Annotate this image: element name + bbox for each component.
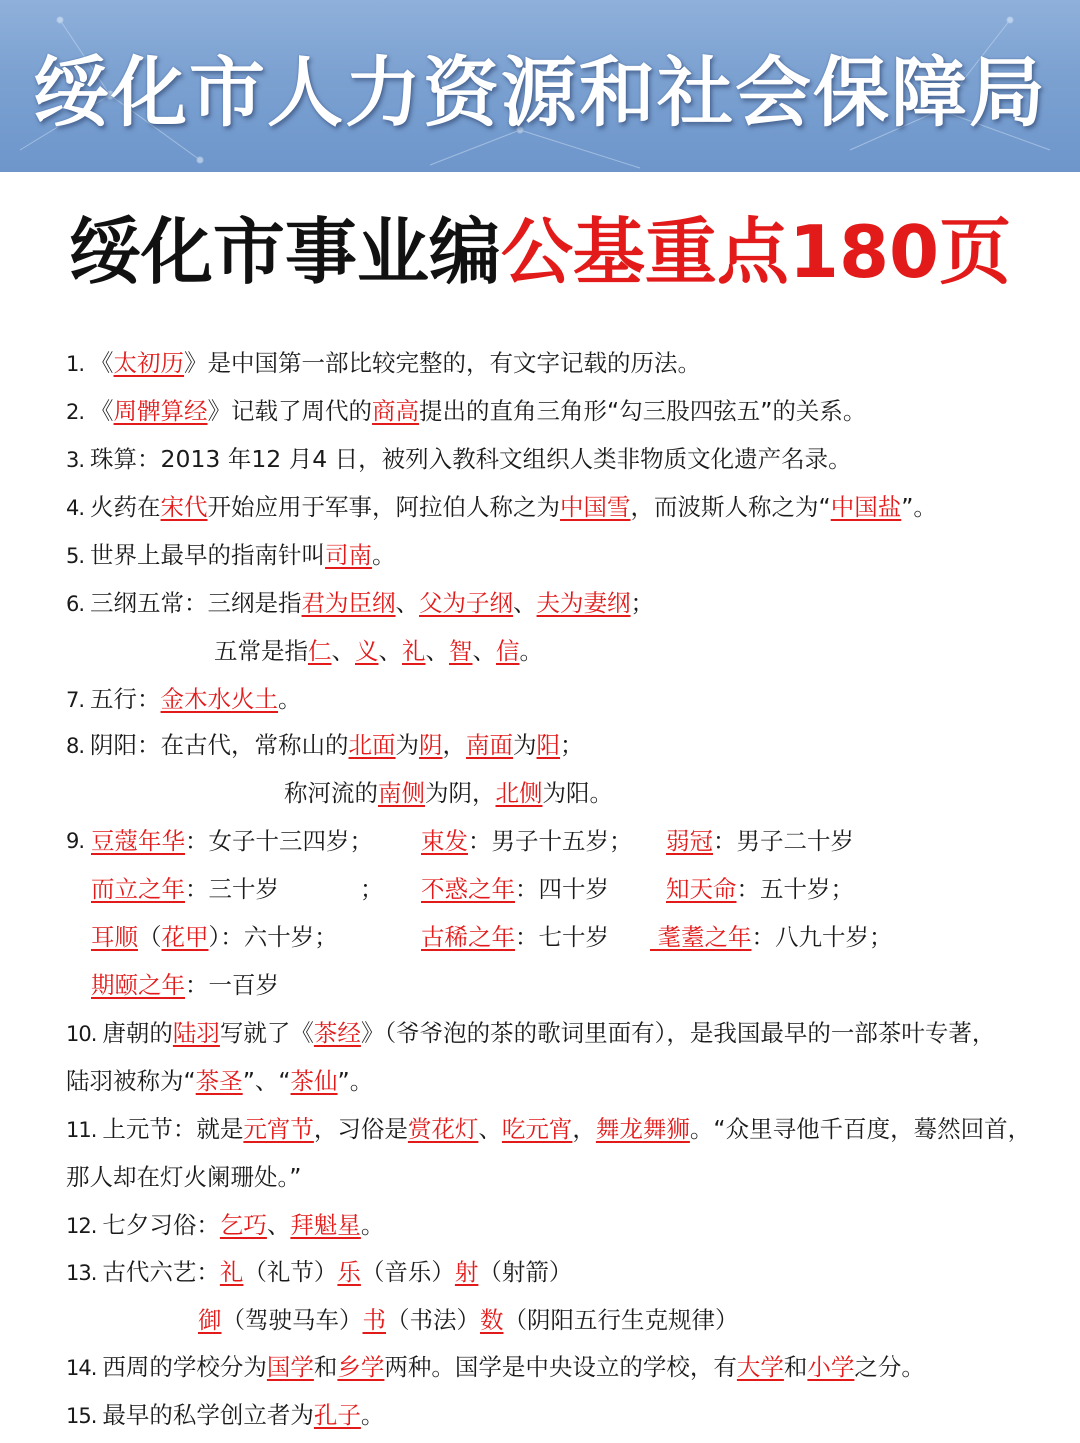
text-fragment: ：男子十五岁； bbox=[468, 827, 633, 855]
text-fragment: 》（爷爷泡的茶的歌词里面有），是我国最早的一部茶叶专著， bbox=[360, 1019, 996, 1047]
keyword: 束发 bbox=[421, 827, 468, 855]
banner-title: 绥化市人力资源和社会保障局 bbox=[33, 48, 1047, 137]
text-fragment: ：七十岁 bbox=[515, 923, 609, 951]
text-fragment: 提出的直角三角形“勾三股四弦五”的关系。 bbox=[419, 397, 867, 425]
keyword: 耄耋之年 bbox=[650, 923, 752, 951]
list-item-10-line-2 bbox=[66, 1064, 1050, 1098]
list-item-8-line-2 bbox=[284, 776, 1050, 810]
list-item-1 bbox=[66, 346, 1050, 381]
text-fragment: 五常是指 bbox=[214, 637, 308, 665]
keyword: 礼 bbox=[402, 637, 426, 665]
text-fragment: 、 bbox=[472, 637, 496, 665]
list-item-12 bbox=[66, 1208, 1050, 1243]
text-fragment: 古代六艺： bbox=[102, 1258, 220, 1286]
list-item-2 bbox=[66, 394, 1050, 429]
keyword: 商高 bbox=[372, 397, 420, 425]
text-fragment: ”、“ bbox=[242, 1067, 291, 1095]
text-fragment: 》是中国第一部比较完整的，有文字记载的历法。 bbox=[184, 349, 702, 377]
keyword: 智 bbox=[449, 637, 473, 665]
list-item-14 bbox=[66, 1350, 1050, 1385]
keyword: 君为臣纲 bbox=[301, 589, 396, 617]
text-fragment: 珠算：2013 年12 月4 日，被列入教科文组织人类非物质文化遗产名录。 bbox=[90, 445, 852, 473]
text-fragment: 之分。 bbox=[854, 1353, 925, 1381]
text-fragment: 唐朝的 bbox=[102, 1019, 173, 1047]
keyword: 宋代 bbox=[160, 493, 208, 521]
keyword: 周髀算经 bbox=[113, 397, 208, 425]
text-fragment: 1. bbox=[66, 352, 85, 376]
list-item-13-line-2 bbox=[198, 1303, 1050, 1337]
keyword: 花甲 bbox=[161, 923, 209, 951]
keyword: 父为子纲 bbox=[419, 589, 514, 617]
list-item-8 bbox=[66, 728, 1050, 763]
text-fragment: 和 bbox=[313, 1353, 338, 1381]
text-fragment: ：八九十岁； bbox=[751, 923, 893, 951]
text-fragment: ； bbox=[360, 875, 384, 903]
keyword: 书 bbox=[362, 1306, 386, 1334]
text-fragment: 、 bbox=[378, 637, 402, 665]
text-fragment: 13. bbox=[66, 1261, 97, 1285]
text-fragment: 、 bbox=[425, 637, 449, 665]
text-fragment: 4. bbox=[66, 496, 85, 520]
text-fragment: 3. bbox=[66, 448, 85, 472]
text-fragment: 2. bbox=[66, 400, 85, 424]
text-fragment: ”。 bbox=[901, 493, 937, 521]
keyword: 中国雪 bbox=[560, 493, 631, 521]
text-fragment: 。 bbox=[360, 1401, 385, 1429]
title-part-red: 公基重点180页 bbox=[500, 210, 1012, 294]
text-fragment: 。 bbox=[278, 685, 302, 713]
keyword: 乡学 bbox=[337, 1353, 385, 1381]
keyword: 北侧 bbox=[495, 779, 543, 807]
text-fragment: 10. bbox=[66, 1022, 97, 1046]
text-fragment: 七夕习俗： bbox=[102, 1211, 220, 1239]
text-fragment: ； bbox=[560, 731, 584, 759]
keyword: 小学 bbox=[807, 1353, 855, 1381]
keyword: 太初历 bbox=[113, 349, 185, 377]
keyword: 孔子 bbox=[313, 1401, 361, 1429]
list-item-11-line-2 bbox=[66, 1160, 1050, 1194]
text-fragment: 14. bbox=[66, 1356, 97, 1380]
text-fragment: ”。 bbox=[337, 1067, 374, 1095]
keyword: 金木水火土 bbox=[160, 685, 279, 713]
text-fragment: 上元节：就是 bbox=[102, 1115, 244, 1143]
list-item-7 bbox=[66, 682, 1050, 717]
text-fragment: 陆羽被称为“ bbox=[66, 1067, 196, 1095]
keyword: 义 bbox=[355, 637, 379, 665]
text-fragment: 、 bbox=[513, 589, 537, 617]
keyword: 陆羽 bbox=[172, 1019, 220, 1047]
keyword: 大学 bbox=[736, 1353, 784, 1381]
text-fragment: 为阳。 bbox=[542, 779, 613, 807]
text-fragment: 阴阳：在古代，常称山的 bbox=[90, 731, 349, 759]
text-fragment: ， bbox=[572, 1115, 596, 1143]
keyword: 御 bbox=[198, 1306, 222, 1334]
text-fragment: ：女子十三四岁； bbox=[185, 827, 373, 855]
text-fragment: 为阴， bbox=[425, 779, 496, 807]
list-item-5 bbox=[66, 538, 1050, 573]
text-fragment: 、 bbox=[395, 589, 420, 617]
title-part-black: 绥化市事业编 bbox=[68, 210, 501, 294]
keyword: 数 bbox=[480, 1306, 504, 1334]
text-fragment: （射箭） bbox=[478, 1258, 573, 1286]
keyword: 礼 bbox=[219, 1258, 244, 1286]
keyword: 北面 bbox=[348, 731, 396, 759]
text-fragment: 、 bbox=[331, 637, 355, 665]
text-fragment: 三纲五常：三纲是指 bbox=[90, 589, 302, 617]
text-fragment: （音乐） bbox=[360, 1258, 455, 1286]
keyword: 茶圣 bbox=[195, 1067, 243, 1095]
text-fragment: ； bbox=[630, 589, 655, 617]
keyword: 阳 bbox=[536, 731, 561, 759]
text-fragment: 、 bbox=[266, 1211, 291, 1239]
list-item-11 bbox=[66, 1112, 1050, 1147]
text-fragment: （礼节） bbox=[243, 1258, 338, 1286]
text-fragment: （驾驶马车） bbox=[221, 1306, 363, 1334]
keyword: 知天命 bbox=[666, 875, 737, 903]
header-banner bbox=[0, 0, 1080, 172]
text-fragment: ：男子二十岁 bbox=[713, 827, 854, 855]
text-fragment: 6. bbox=[66, 592, 85, 616]
keyword: 司南 bbox=[325, 541, 373, 569]
text-fragment: 为 bbox=[513, 731, 537, 759]
text-fragment: ，而波斯人称之为“ bbox=[630, 493, 831, 521]
text-fragment: （书法） bbox=[386, 1306, 480, 1334]
text-fragment: ， bbox=[442, 731, 467, 759]
text-fragment: 西周的学校分为 bbox=[102, 1353, 267, 1381]
text-fragment: ）：六十岁； bbox=[208, 923, 338, 951]
text-fragment: ：五十岁； bbox=[736, 875, 854, 903]
text-fragment: 那人却在灯火阑珊处。” bbox=[66, 1163, 302, 1191]
keyword: 舞龙舞狮 bbox=[595, 1115, 690, 1143]
list-item-15 bbox=[66, 1398, 1050, 1433]
text-fragment: 为 bbox=[395, 731, 420, 759]
keyword: 不惑之年 bbox=[421, 875, 515, 903]
list-item-6-line-2 bbox=[214, 634, 1050, 668]
text-fragment: 开始应用于军事，阿拉伯人称之为 bbox=[207, 493, 561, 521]
keyword: 耳顺 bbox=[91, 923, 138, 951]
text-fragment: 15. bbox=[66, 1404, 97, 1428]
keyword: 期颐之年 bbox=[91, 971, 185, 999]
text-fragment: 。 bbox=[360, 1211, 385, 1239]
keyword: 弱冠 bbox=[666, 827, 713, 855]
keyword: 射 bbox=[454, 1258, 479, 1286]
keyword: 中国盐 bbox=[830, 493, 902, 521]
text-fragment: 5. bbox=[66, 544, 85, 568]
text-fragment: ：四十岁 bbox=[515, 875, 609, 903]
keyword: 吃元宵 bbox=[501, 1115, 573, 1143]
text-fragment: （ bbox=[138, 923, 162, 951]
keyword: 古稀之年 bbox=[421, 923, 515, 951]
keyword: 拜魁星 bbox=[290, 1211, 361, 1239]
text-fragment: 。“众里寻他千百度，蓦然回首， bbox=[689, 1115, 1032, 1143]
keyword: 豆蔻年华 bbox=[91, 827, 185, 855]
text-fragment: 火药在 bbox=[90, 493, 161, 521]
keyword: 乞巧 bbox=[219, 1211, 267, 1239]
text-fragment: 7. bbox=[66, 688, 85, 712]
keyword: 南面 bbox=[466, 731, 514, 759]
keyword: 而立之年 bbox=[91, 875, 185, 903]
page-title bbox=[0, 204, 1080, 300]
text-fragment: 》记载了周代的 bbox=[207, 397, 373, 425]
text-fragment: ：一百岁 bbox=[185, 971, 279, 999]
keyword: 元宵节 bbox=[243, 1115, 314, 1143]
keyword: 国学 bbox=[266, 1353, 314, 1381]
text-fragment: 五行： bbox=[90, 685, 161, 713]
keyword: 茶经 bbox=[313, 1019, 361, 1047]
keyword: 赏花灯 bbox=[407, 1115, 479, 1143]
text-fragment: 。 bbox=[519, 637, 543, 665]
text-fragment: 8. bbox=[66, 734, 85, 758]
text-fragment: 世界上最早的指南针叫 bbox=[90, 541, 326, 569]
text-fragment: 、 bbox=[478, 1115, 502, 1143]
text-fragment: 称河流的 bbox=[284, 779, 378, 807]
text-fragment: ：三十岁 bbox=[185, 875, 279, 903]
text-fragment: （阴阳五行生克规律） bbox=[503, 1306, 739, 1334]
text-fragment: ，习俗是 bbox=[313, 1115, 408, 1143]
list-item-13 bbox=[66, 1255, 1050, 1290]
keyword: 茶仙 bbox=[290, 1067, 338, 1095]
text-fragment: 最早的私学创立者为 bbox=[102, 1401, 314, 1429]
keyword: 夫为妻纲 bbox=[536, 589, 631, 617]
text-fragment: 12. bbox=[66, 1214, 97, 1238]
text-fragment: 9. bbox=[66, 829, 85, 853]
text-fragment: 和 bbox=[783, 1353, 808, 1381]
keyword: 乐 bbox=[337, 1258, 361, 1286]
text-fragment: 。 bbox=[372, 541, 396, 569]
keyword: 南侧 bbox=[378, 779, 425, 807]
text-fragment: 《 bbox=[90, 349, 114, 377]
keyword: 信 bbox=[496, 637, 520, 665]
keyword: 阴 bbox=[419, 731, 443, 759]
list-item-10 bbox=[66, 1016, 1050, 1051]
text-fragment: 《 bbox=[90, 397, 114, 425]
text-fragment: 写就了《 bbox=[219, 1019, 314, 1047]
text-fragment: 11. bbox=[66, 1118, 97, 1142]
text-fragment: 两种。国学是中央设立的学校，有 bbox=[384, 1353, 737, 1381]
list-item-3 bbox=[66, 442, 1050, 477]
list-item-6 bbox=[66, 586, 1050, 621]
keyword: 仁 bbox=[308, 637, 332, 665]
list-item-4 bbox=[66, 490, 1050, 525]
